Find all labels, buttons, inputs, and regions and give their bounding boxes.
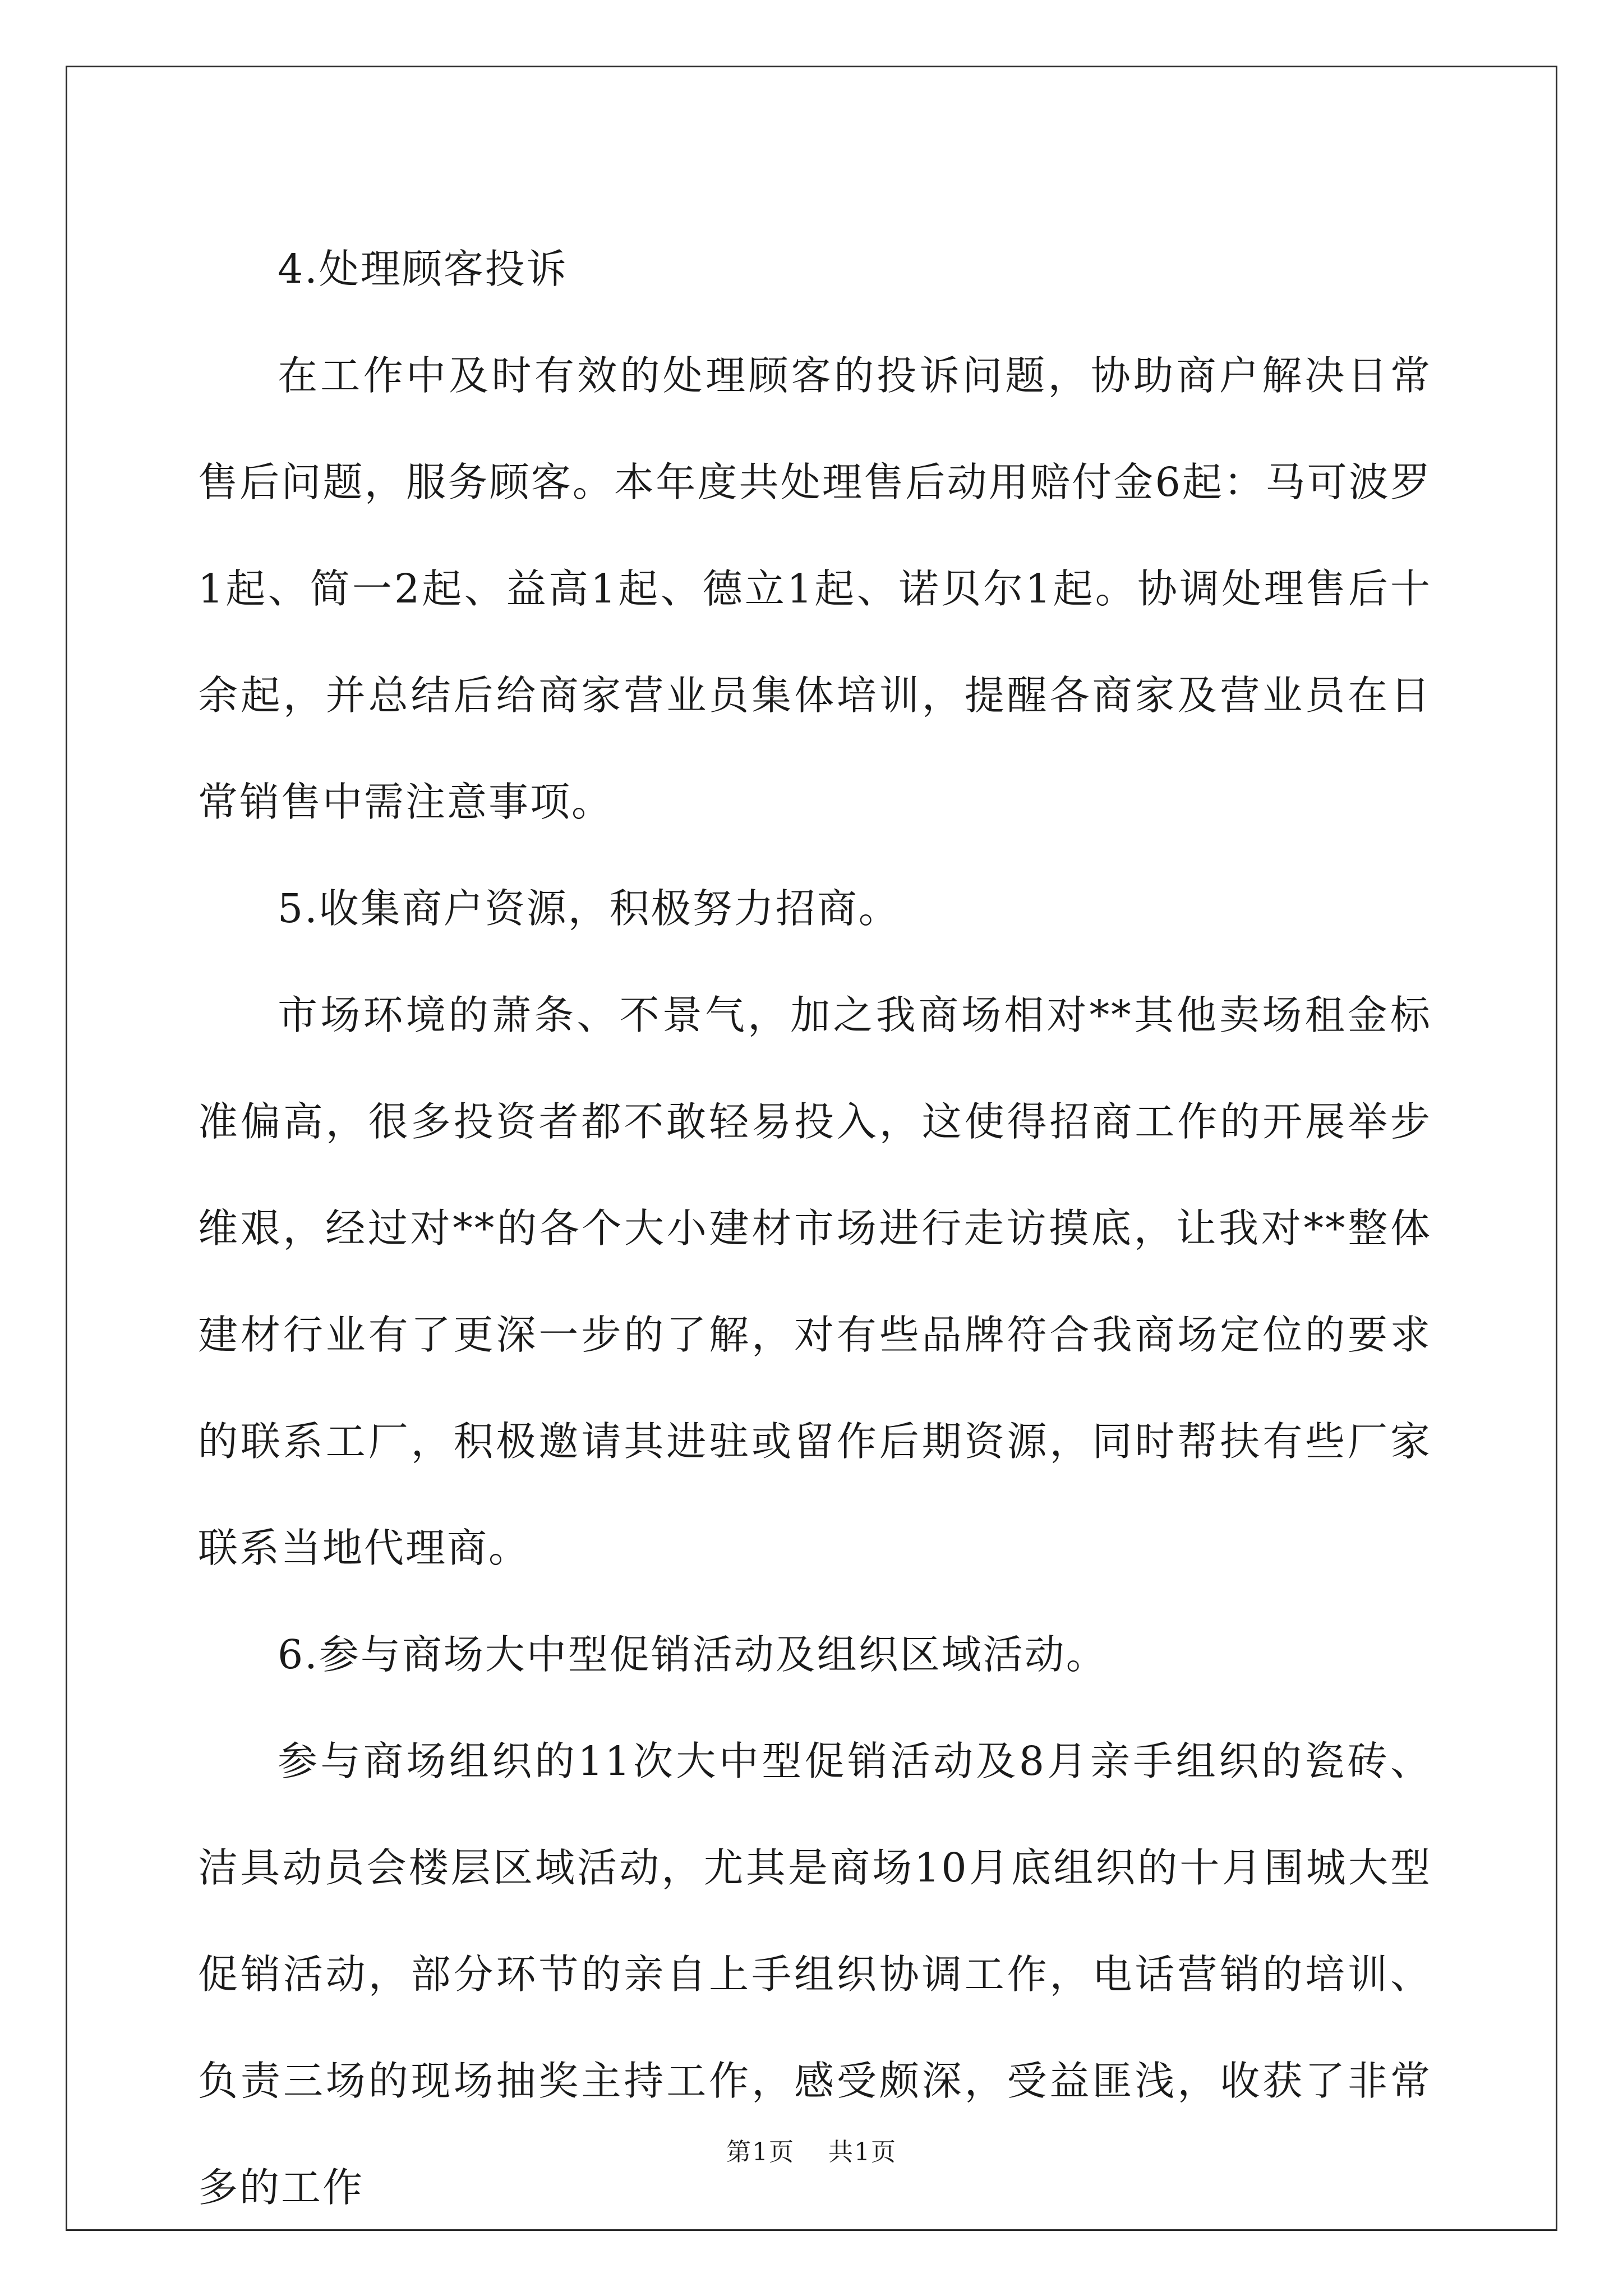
document-body	[198, 216, 1432, 2241]
paragraph-promotions: 参与商场组织的11次大中型促销活动及8月亲手组织的瓷砖、洁具动员会楼层区域活动，尤其是商场10月底组织的十月围城大型促销活动，部分环节的亲自上手组织协调工作，电话营销的培训、负责三场的现场抽奖主持工作，感受颇深，受益匪浅，收获了非常多的工作	[198, 1738, 1432, 2211]
section-heading-5: 5.收集商户资源，积极努力招商。	[278, 885, 900, 932]
paragraph-complaints: 在工作中及时有效的处理顾客的投诉问题，协助商户解决日常售后问题，服务顾客。本年度共处理售后动用赔付金6起：马可波罗1起、简一2起、益高1起、德立1起、诺贝尔1起。协调处理售后十余起，并总结后给商家营业员集体培训，提醒各商家及营业员在日常销售中需注意事项。	[198, 352, 1432, 825]
paragraph-merchants: 市场环境的萧条、不景气，加之我商场相对**其他卖场租金标准偏高，很多投资者都不敢轻易投入，这使得招商工作的开展举步维艰，经过对**的各个大小建材市场进行走访摸底，让我对**整体建材行业有了更深一步的了解，对有些品牌符合我商场定位的要求的联系工厂，积极邀请其进驻或留作后期资源，同时帮扶有些厂家联系当地代理商。	[198, 992, 1432, 1571]
page-total: 共1页	[828, 2138, 897, 2166]
page-number: 第1页	[726, 2138, 795, 2166]
section-heading-4: 4.处理顾客投诉	[278, 246, 568, 292]
page-footer	[0, 2132, 1623, 2168]
section-heading-6: 6.参与商场大中型促销活动及组织区域活动。	[278, 1631, 1108, 1678]
